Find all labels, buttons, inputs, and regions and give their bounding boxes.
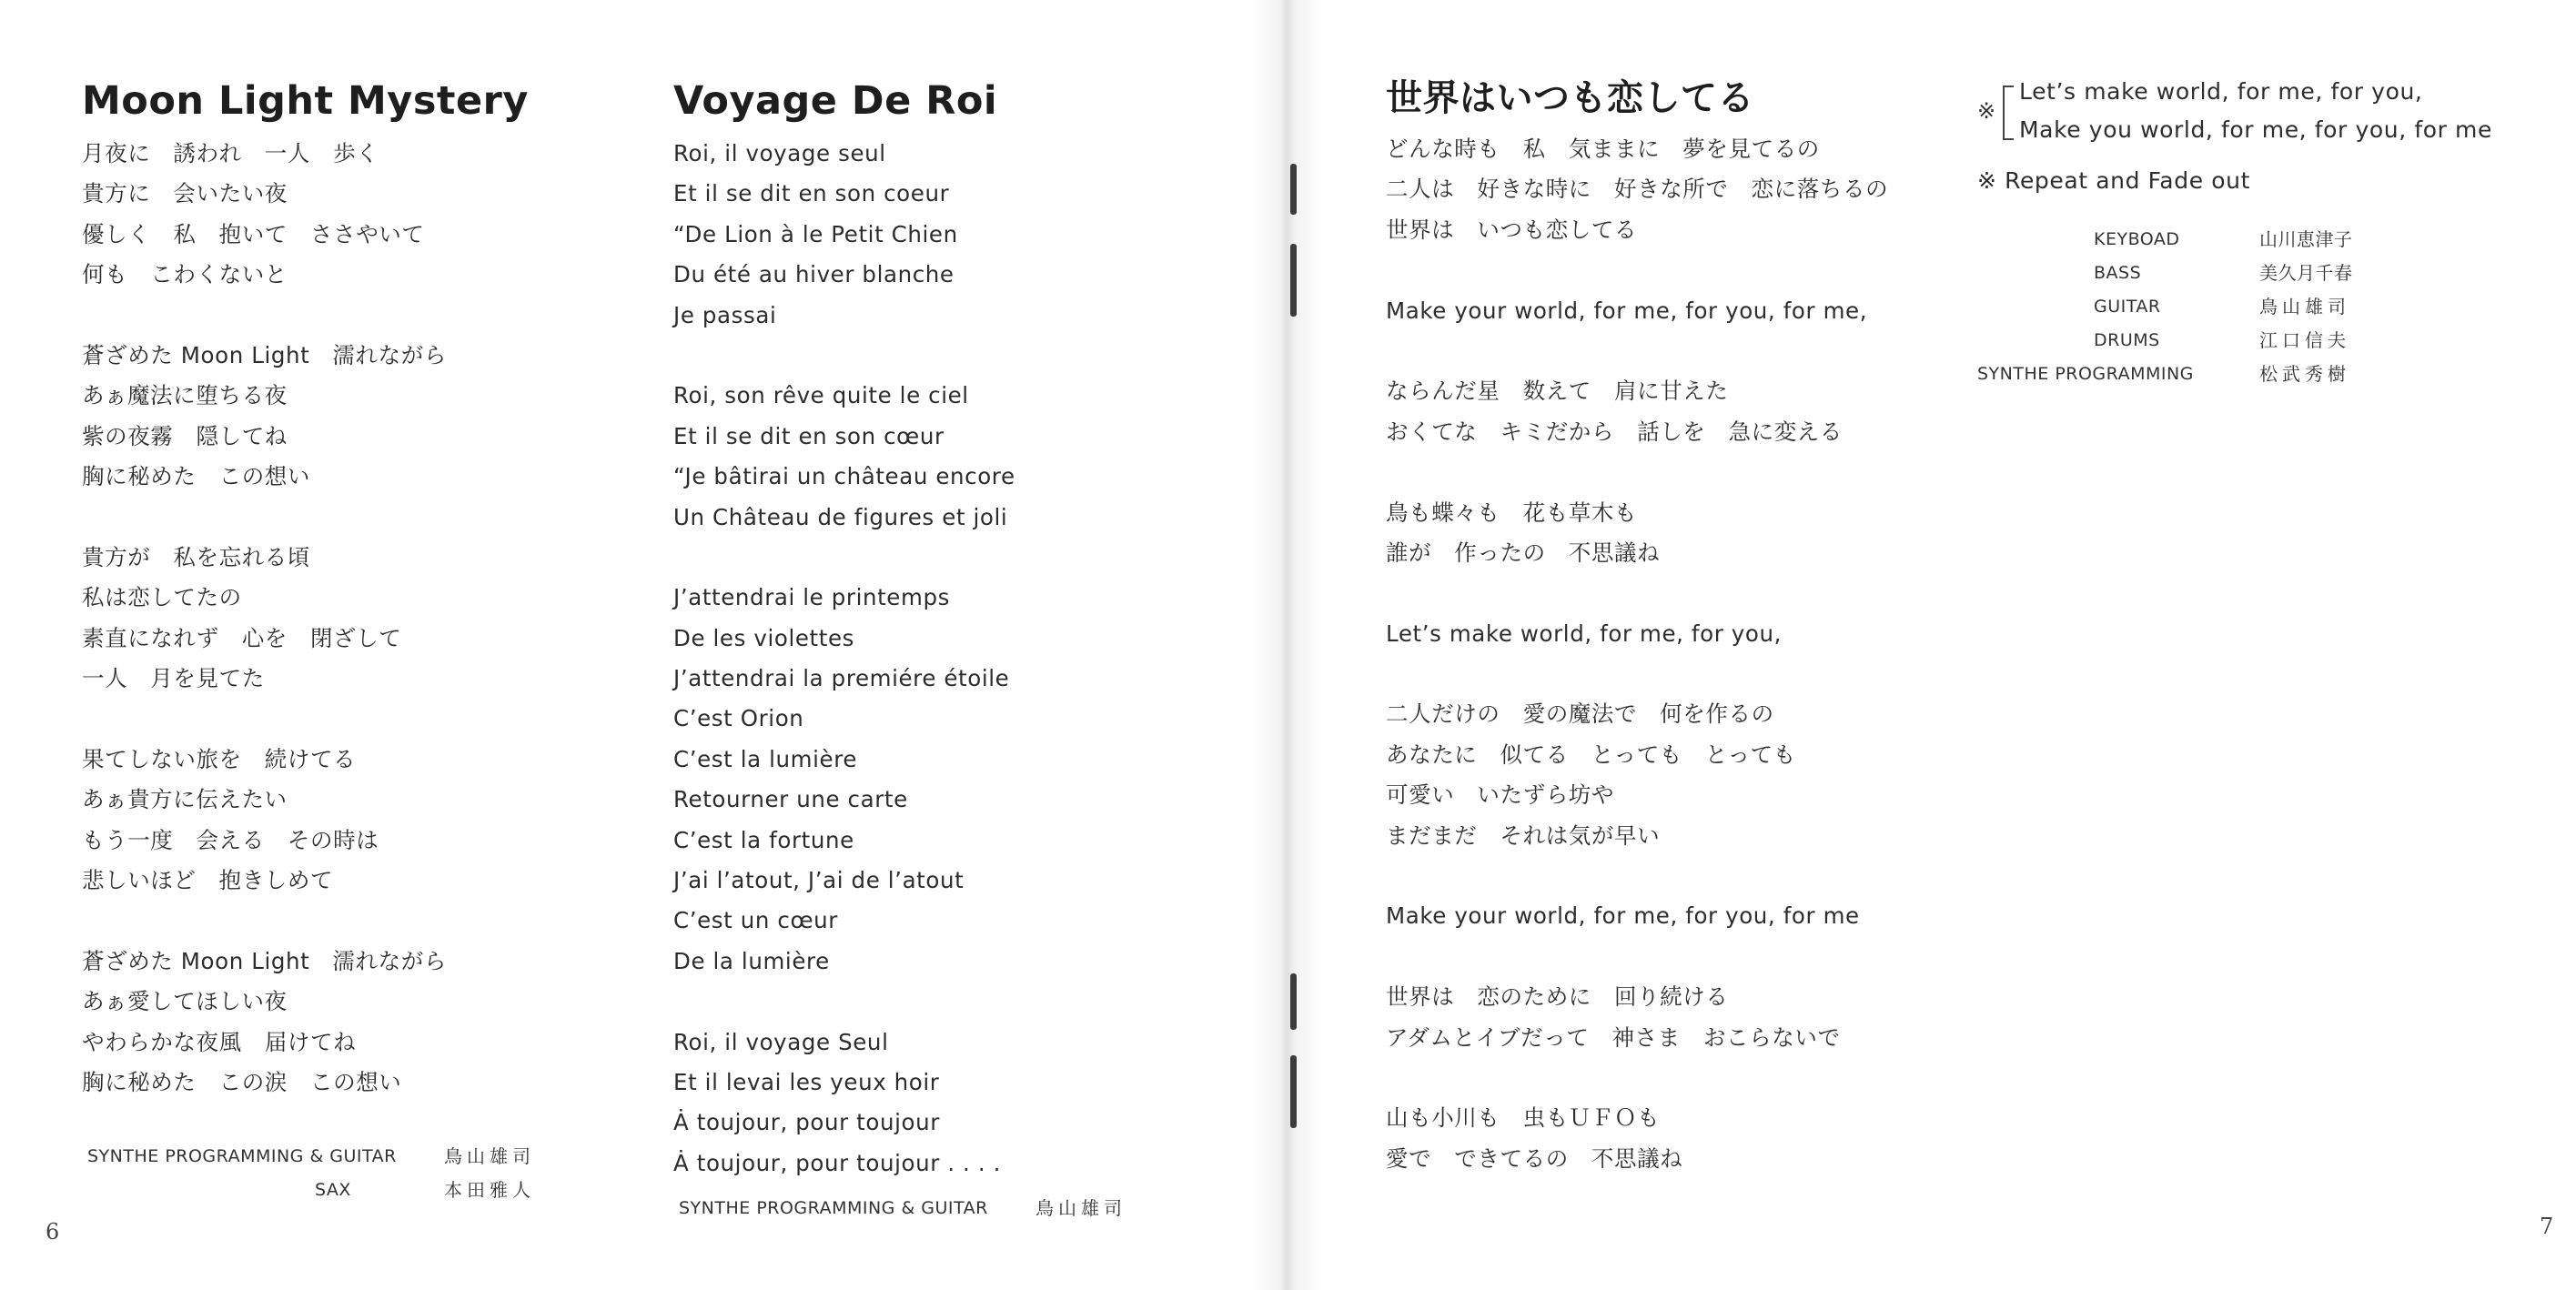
lyric-line: 誰が 作ったの 不思議ね	[1386, 539, 1661, 566]
credits-sekai-wa-itsumo-koishiteru	[1977, 223, 2450, 391]
page-number: 6	[45, 1219, 60, 1245]
credit-name: 鳥山雄司	[1035, 1197, 1126, 1219]
lyric-line: De les violettes	[673, 624, 854, 651]
stanza-break	[1386, 937, 1888, 977]
credit-name: 松武秀樹	[2259, 363, 2350, 385]
chorus-line: Make you world, for me, for you, for me	[2019, 116, 2492, 143]
lyric-line: 一人 月を見てた	[82, 665, 265, 692]
lyric-line: Roi, son rêve quite le ciel	[673, 382, 969, 409]
lyric-line: J’ai l’atout, J’ai de l’atout	[673, 867, 965, 894]
staple-mark	[1290, 244, 1297, 317]
credit-name: 鳥山雄司	[2259, 296, 2350, 317]
lyric-line: 悲しいほど 抱きしめて	[82, 867, 334, 894]
lyric-line: 蒼ざめた Moon Light 濡れながら	[82, 341, 447, 368]
stanza-break	[1386, 573, 1888, 613]
credit-name: 美久月千春	[2259, 262, 2353, 284]
lyric-line: Roi, il voyage Seul	[673, 1028, 889, 1055]
lyric-line: やわらかな夜風 届けてね	[82, 1028, 357, 1055]
lyric-line: 世界は 恋のために 回り続ける	[1386, 983, 1729, 1011]
lyric-line: Du été au hiver blanche	[673, 261, 955, 288]
chorus-line: Let’s make world, for me, for you,	[2019, 78, 2423, 105]
lyric-line: どんな時も 私 気ままに 夢を見てるの	[1386, 136, 1820, 162]
lyric-line: 二人だけの 愛の魔法で 何を作るの	[1386, 700, 1774, 728]
lyric-line: 愛で できてるの 不思議ね	[1386, 1144, 1683, 1172]
lyric-line: おくてな キミだから 話しを 急に変える	[1386, 418, 1843, 445]
right-page	[1288, 0, 2576, 1290]
page-number: 7	[2540, 1214, 2554, 1239]
lyric-line: Ȧ toujour, pour toujour	[673, 1109, 940, 1136]
stanza-break	[1386, 856, 1888, 896]
lyric-line: 月夜に 誘われ 一人 歩く	[82, 140, 379, 166]
lyric-line: 果てしない旅を 続けてる	[82, 745, 357, 772]
credit-name: 鳥山雄司	[444, 1145, 535, 1167]
lyric-line: ならんだ星 数えて 肩に甘えた	[1386, 378, 1729, 405]
song-title: Moon Light Mystery	[82, 78, 529, 124]
chorus-bracket	[2003, 86, 2014, 140]
song-voyage-de-roi	[673, 78, 1015, 1184]
lyric-line: Make your world, for me, for you, for me,	[1386, 297, 1868, 324]
lyric-line: 貴方に 会いたい夜	[82, 180, 288, 207]
credit-role: SYNTHE PROGRAMMING & GUITAR	[679, 1198, 988, 1218]
song-sekai-wa-itsumo-koishiteru	[1386, 77, 1889, 1179]
stanza-break	[673, 538, 1015, 578]
lyric-line: Ȧ toujour, pour toujour . . . .	[673, 1149, 1001, 1176]
song-title: 世界はいつも恋してる	[1386, 77, 1754, 119]
lyric-line: 鳥も蝶々も 花も草木も	[1386, 499, 1638, 526]
song-moon-light-mystery	[82, 78, 529, 1103]
lyric-line: 優しく 私 抱いて ささやいて	[82, 220, 425, 247]
credit-row	[1977, 324, 2450, 358]
lyric-line: 胸に秘めた この涙 この想い	[82, 1068, 402, 1095]
credit-row	[679, 1192, 1188, 1225]
lyric-line: あぁ貴方に伝えたい	[82, 786, 288, 813]
stanza-break	[1386, 331, 1888, 371]
lyrics-list	[82, 134, 529, 1103]
lyric-line: 世界は いつも恋してる	[1386, 216, 1638, 243]
lyric-line: J’attendrai le printemps	[673, 584, 950, 611]
stanza-break	[82, 699, 529, 739]
credit-role: SYNTHE PROGRAMMING	[1977, 364, 2194, 384]
stanza-break	[1386, 452, 1888, 492]
lyric-line: J’attendrai la premiére étoile	[673, 665, 1010, 692]
credit-role: BASS	[2094, 263, 2142, 283]
lyric-line: 胸に秘めた この想い	[82, 463, 310, 490]
stanza-break	[673, 982, 1015, 1022]
staple-mark	[1290, 1055, 1297, 1128]
lyric-line: “De Lion à le Petit Chien	[673, 220, 958, 247]
lyric-line: あなたに 似てる とっても とっても	[1386, 741, 1796, 768]
lyric-line: Make your world, for me, for you, for me	[1386, 902, 1860, 930]
repeat-note: ※ Repeat and Fade out	[1977, 167, 2250, 194]
lyric-line: 二人は 好きな時に 好きな所で 恋に落ちるの	[1386, 176, 1889, 203]
staple-mark	[1290, 973, 1297, 1030]
lyric-line: Et il se dit en son coeur	[673, 180, 950, 207]
lyric-line: 紫の夜霧 隠してね	[82, 422, 288, 449]
binding-gutter	[1251, 0, 1324, 1290]
credit-row	[1977, 290, 2450, 324]
credits-moon-light-mystery	[87, 1140, 561, 1207]
lyric-line: Je passai	[673, 301, 777, 328]
lyric-line: あぁ愛してほしい夜	[82, 988, 288, 1015]
credit-row	[1977, 223, 2450, 257]
lyric-line: もう一度 会える その時は	[82, 826, 379, 853]
lyric-line: 何も こわくないと	[82, 261, 288, 288]
stanza-break	[673, 336, 1015, 376]
credit-name: 本田雅人	[444, 1179, 535, 1201]
credit-row	[1977, 257, 2450, 290]
lyric-line: C’est la fortune	[673, 826, 854, 853]
lyric-line: C’est la lumière	[673, 745, 858, 772]
song-title: Voyage De Roi	[673, 78, 998, 124]
lyric-line: Et il se dit en son cœur	[673, 422, 945, 449]
lyrics-list	[1386, 129, 1888, 1179]
stanza-break	[1386, 1058, 1888, 1098]
stanza-break	[82, 498, 529, 538]
lyric-line: あぁ魔法に堕ちる夜	[82, 382, 288, 409]
lyric-line: 素直になれず 心を 閉ざして	[82, 624, 402, 651]
credit-name: 山川恵津子	[2259, 228, 2353, 250]
credit-row	[1977, 358, 2450, 391]
credit-role: SAX	[315, 1180, 351, 1200]
lyric-line: Roi, il voyage seul	[673, 140, 886, 166]
credit-row	[87, 1140, 561, 1174]
lyric-line: Un Château de figures et joli	[673, 503, 1008, 530]
stanza-break	[1386, 250, 1888, 290]
stanza-break	[1386, 654, 1888, 694]
credit-name: 江口信夫	[2259, 329, 2350, 351]
lyric-line: C’est Orion	[673, 705, 804, 732]
reference-mark: ※	[1977, 98, 1996, 124]
credit-role: DRUMS	[2094, 330, 2160, 350]
stanza-break	[82, 296, 529, 336]
credit-role: SYNTHE PROGRAMMING & GUITAR	[87, 1146, 397, 1166]
lyric-line: 可愛い いたずら坊や	[1386, 781, 1614, 809]
credits-voyage-de-roi	[679, 1192, 1188, 1225]
lyric-line: アダムとイブだって 神さま おこらないで	[1386, 1023, 1841, 1051]
lyric-line: De la lumière	[673, 947, 830, 974]
stanza-break	[82, 901, 529, 941]
lyrics-list	[673, 134, 1015, 1184]
lyric-line: 貴方が 私を忘れる頃	[82, 543, 310, 570]
lyric-line: Retourner une carte	[673, 786, 908, 813]
lyric-line: 私は恋してたの	[82, 584, 242, 611]
lyric-line: “Je bâtirai un château encore	[673, 463, 1015, 490]
lyric-line: まだまだ それは気が早い	[1386, 821, 1661, 849]
lyric-line: 山も小川も 虫もＵＦＯも	[1386, 1104, 1661, 1132]
staple-mark	[1290, 164, 1297, 215]
lyric-line: C’est un cœur	[673, 907, 838, 934]
lyric-line: Let’s make world, for me, for you,	[1386, 620, 1782, 647]
lyric-line: Et il levai les yeux hoir	[673, 1068, 940, 1095]
credit-role: KEYBOAD	[2094, 229, 2180, 249]
credit-role: GUITAR	[2094, 297, 2161, 317]
lyric-line: 蒼ざめた Moon Light 濡れながら	[82, 947, 447, 974]
chorus-block	[1977, 73, 2541, 200]
credit-row	[87, 1174, 561, 1207]
